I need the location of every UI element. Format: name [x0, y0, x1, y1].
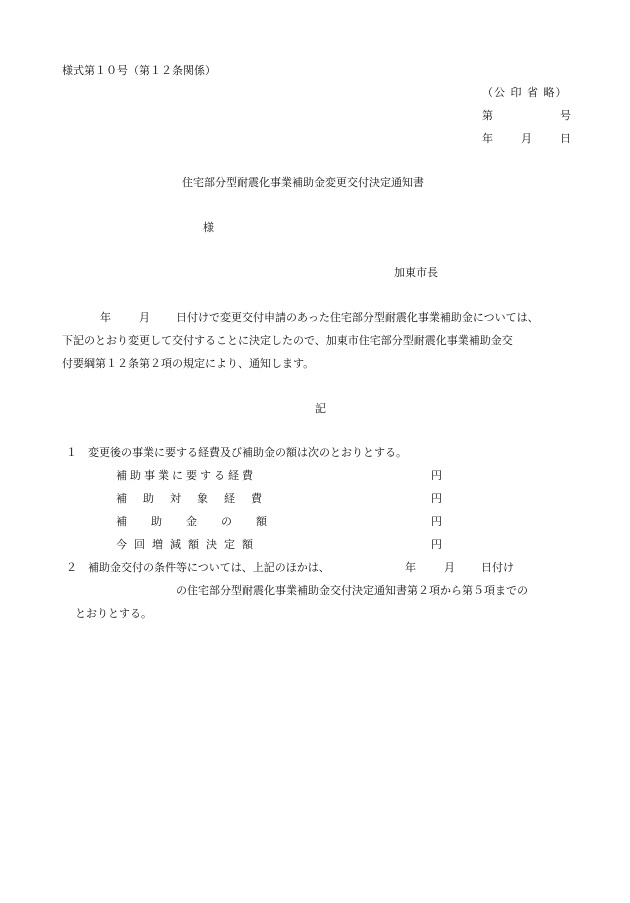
body-line2: 下記のとおり変更して交付することに決定したので、加東市住宅部分型耐震化事業補助金交: [62, 334, 513, 347]
document-number-dai: 第: [482, 109, 493, 122]
change-amount-row-unit: 円: [431, 538, 442, 551]
item2-text: 補助金交付の条件等については、上記のほかは、: [88, 561, 330, 574]
issuer: 加東市長: [394, 266, 438, 279]
item2-line2: の住宅部分型耐震化事業補助金交付決定通知書第２項から第５項までの: [176, 584, 528, 597]
document-title: 住宅部分型耐震化事業補助金変更交付決定通知書: [182, 176, 424, 189]
eligible-cost-row-label: 補助対象経費: [116, 492, 278, 505]
date-year: 年: [482, 132, 493, 145]
item2-year: 年: [405, 561, 416, 574]
document-number-go: 号: [560, 109, 571, 122]
body-year: 年: [100, 311, 111, 324]
body-line1: 日付けで変更交付申請のあった住宅部分型耐震化事業補助金については、: [176, 311, 539, 324]
ki-heading: 記: [315, 402, 326, 415]
cost-row-unit: 円: [431, 469, 442, 482]
body-line3: 付要綱第１２条第２項の規定により、通知します。: [62, 357, 315, 370]
item2-line3: とおりとする。: [75, 607, 152, 620]
body-month: 月: [139, 311, 150, 324]
date-day: 日: [560, 132, 571, 145]
eligible-cost-row-unit: 円: [431, 492, 442, 505]
date-month: 月: [521, 132, 532, 145]
seal-omitted: （公 印 省 略）: [482, 86, 568, 99]
item1-text: 変更後の事業に要する経費及び補助金の額は次のとおりとする。: [88, 446, 407, 459]
addressee-suffix: 様: [203, 221, 214, 234]
item2-day-suffix: 日付け: [481, 561, 514, 574]
item1-number: １: [66, 446, 77, 459]
item2-month: 月: [444, 561, 455, 574]
subsidy-amount-row-unit: 円: [431, 515, 442, 528]
cost-row-label: 補助事業に要する経費: [116, 469, 256, 482]
change-amount-row-label: 今回増減額決定額: [116, 538, 260, 551]
form-number: 様式第１０号（第１２条関係）: [62, 64, 216, 77]
item2-number: ２: [66, 561, 77, 574]
subsidy-amount-row-label: 補助金の額: [116, 515, 291, 528]
